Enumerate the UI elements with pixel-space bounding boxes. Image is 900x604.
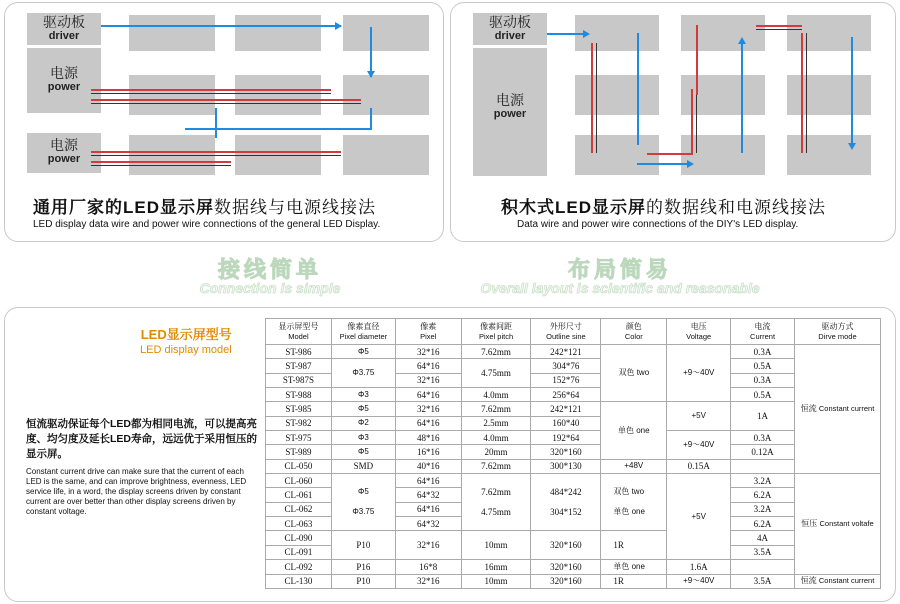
header-pixel: 像素 Pixel xyxy=(395,319,461,345)
model-description-cn: 恒流驱动保证每个LED都为相同电流，可以提高亮度、均匀度及延长LED寿命，远远优于采用恒压的显示屏。 xyxy=(26,418,257,460)
power-wire xyxy=(696,25,698,95)
general-caption-en: LED display data wire and power wire connections of the general LED Display. xyxy=(33,219,381,230)
led-module xyxy=(343,75,429,115)
table-row: ST-988 Φ3 64*16 4.0mm 256*64 0.5A xyxy=(266,388,881,402)
power-box: 电源 power xyxy=(473,48,547,176)
model-description-en: Constant current drive can make sure that the current of each LED is the same, and can improve brightness, evenness, LED service life, in a word, the display screens driven by constant current are over better than other display screens driven by constant voltage. xyxy=(26,467,247,516)
led-module xyxy=(235,15,321,51)
led-module xyxy=(343,15,429,51)
table-row: ST-987S 32*16 152*76 0.3A xyxy=(266,373,881,387)
power-wire xyxy=(806,33,807,153)
power-wire xyxy=(756,25,802,27)
diy-caption-cn: 积木式LED显示屏的数据线和电源线接法 xyxy=(501,198,826,217)
power-wire xyxy=(696,89,697,153)
arrow-right-icon xyxy=(583,30,590,38)
slogan-right: 布局简易 Overall layout is scientific and reasonable xyxy=(480,257,760,296)
data-wire xyxy=(637,163,689,165)
table-row: CL-092 P16 16*8 16mm 320*160 单色 one 1.6A xyxy=(266,560,881,574)
table-row: CL-050 SMD 40*16 7.62mm 300*130 +48V 0.15A xyxy=(266,459,881,473)
header-pixel-diameter: 像素直径 Pixel diameter xyxy=(331,319,395,345)
table-header-row xyxy=(266,319,881,345)
data-wire xyxy=(851,37,853,147)
spec-table xyxy=(265,318,881,589)
power-wire xyxy=(691,89,693,153)
arrow-down-icon xyxy=(848,143,856,150)
diy-caption-en: Data wire and power wire connections of the DIY's LED display. xyxy=(517,219,799,230)
power-wire xyxy=(91,161,231,163)
header-model: 显示屏型号 Model xyxy=(266,319,332,345)
table-row: ST-975 Φ3 48*16 4.0mm 192*64 +9～40V 0.3A xyxy=(266,431,881,445)
header-drive-mode: 驱动方式 Dirve mode xyxy=(794,319,880,345)
arrow-right-icon xyxy=(335,22,342,30)
led-module xyxy=(129,15,215,51)
led-module xyxy=(343,135,429,175)
power-wire xyxy=(91,93,331,94)
table-row: CL-090 P10 32*16 10mm 320*160 1R 4A xyxy=(266,531,881,545)
table-row: CL-062 64*16 3.2A xyxy=(266,502,881,516)
power-wire xyxy=(591,43,593,153)
table-row: ST-986 Φ5 32*16 7.62mm 242*121 双色 two +9～40V 0.3A 恒流 Constant current xyxy=(266,345,881,359)
table-row: ST-985 Φ5 32*16 7.62mm 242*121 单色 one +5V 1A xyxy=(266,402,881,416)
power-wire xyxy=(91,99,361,101)
led-module xyxy=(787,75,871,115)
driver-box: 驱动板 driver xyxy=(27,13,101,45)
led-module xyxy=(681,15,765,51)
header-color: 颜色 Color xyxy=(601,319,667,345)
power-wire xyxy=(91,103,361,104)
led-module xyxy=(681,135,765,175)
power-wire xyxy=(91,89,331,91)
table-row: ST-987 Φ3.75 64*16 4.75mm 304*76 0.5A xyxy=(266,359,881,373)
arrow-right-icon xyxy=(687,160,694,168)
led-module xyxy=(787,135,871,175)
data-wire xyxy=(101,25,341,27)
slogan-left: 接线简单 Connection is simple xyxy=(199,257,341,296)
arrow-down-icon xyxy=(367,71,375,78)
power-wire xyxy=(596,43,597,153)
data-wire xyxy=(370,27,372,77)
power-box-2: 电源 power xyxy=(27,133,101,173)
table-row: CL-091 3.5A xyxy=(266,545,881,559)
data-wire xyxy=(547,33,585,35)
data-wire xyxy=(215,108,217,138)
table-row: ST-982 Φ2 64*16 2.5mm 160*40 xyxy=(266,416,881,430)
general-caption-cn: 通用厂家的LED显示屏数据线与电源线接法 xyxy=(33,198,376,217)
driver-box: 驱动板 driver xyxy=(473,13,547,45)
table-row: CL-060 Φ5 Φ3.75 64*16 7.62mm 4.75mm 484*242 304*152 双色 two 单色 one +5V 3.2A 恒压 Constant voltafe xyxy=(266,474,881,488)
header-current: 电流 Current xyxy=(731,319,795,345)
table-row: CL-130 P10 32*16 10mm 320*160 1R +9～40V 3.5A 恒流 Constant current xyxy=(266,574,881,588)
power-wire xyxy=(647,153,693,155)
diy-wiring-panel xyxy=(450,2,896,242)
led-module xyxy=(575,135,659,175)
led-module xyxy=(681,75,765,115)
model-title: LED显示屏型号 LED display model xyxy=(140,327,232,356)
general-wiring-panel xyxy=(4,2,444,242)
power-wire xyxy=(756,29,802,30)
power-wire xyxy=(91,165,231,166)
led-module xyxy=(129,75,215,115)
table-row: ST-989 Φ5 16*16 20mm 320*160 0.12A xyxy=(266,445,881,459)
led-module xyxy=(575,75,659,115)
power-wire xyxy=(91,155,341,156)
power-box-1: 电源 power xyxy=(27,48,101,113)
power-wire xyxy=(801,33,803,153)
arrow-up-icon xyxy=(738,37,746,44)
header-voltage: 电压 Voltage xyxy=(667,319,731,345)
led-module xyxy=(787,15,871,51)
data-wire xyxy=(185,128,370,130)
data-wire xyxy=(741,43,743,153)
data-wire xyxy=(637,33,639,145)
table-row: CL-061 64*32 6.2A xyxy=(266,488,881,502)
header-outline: 外形尺寸 Outline sine xyxy=(531,319,601,345)
table-row: CL-063 64*32 6.2A xyxy=(266,517,881,531)
power-wire xyxy=(91,151,341,153)
data-wire xyxy=(370,108,372,130)
header-pixel-pitch: 像素间距 Pixel pitch xyxy=(461,319,531,345)
led-module xyxy=(235,75,321,115)
